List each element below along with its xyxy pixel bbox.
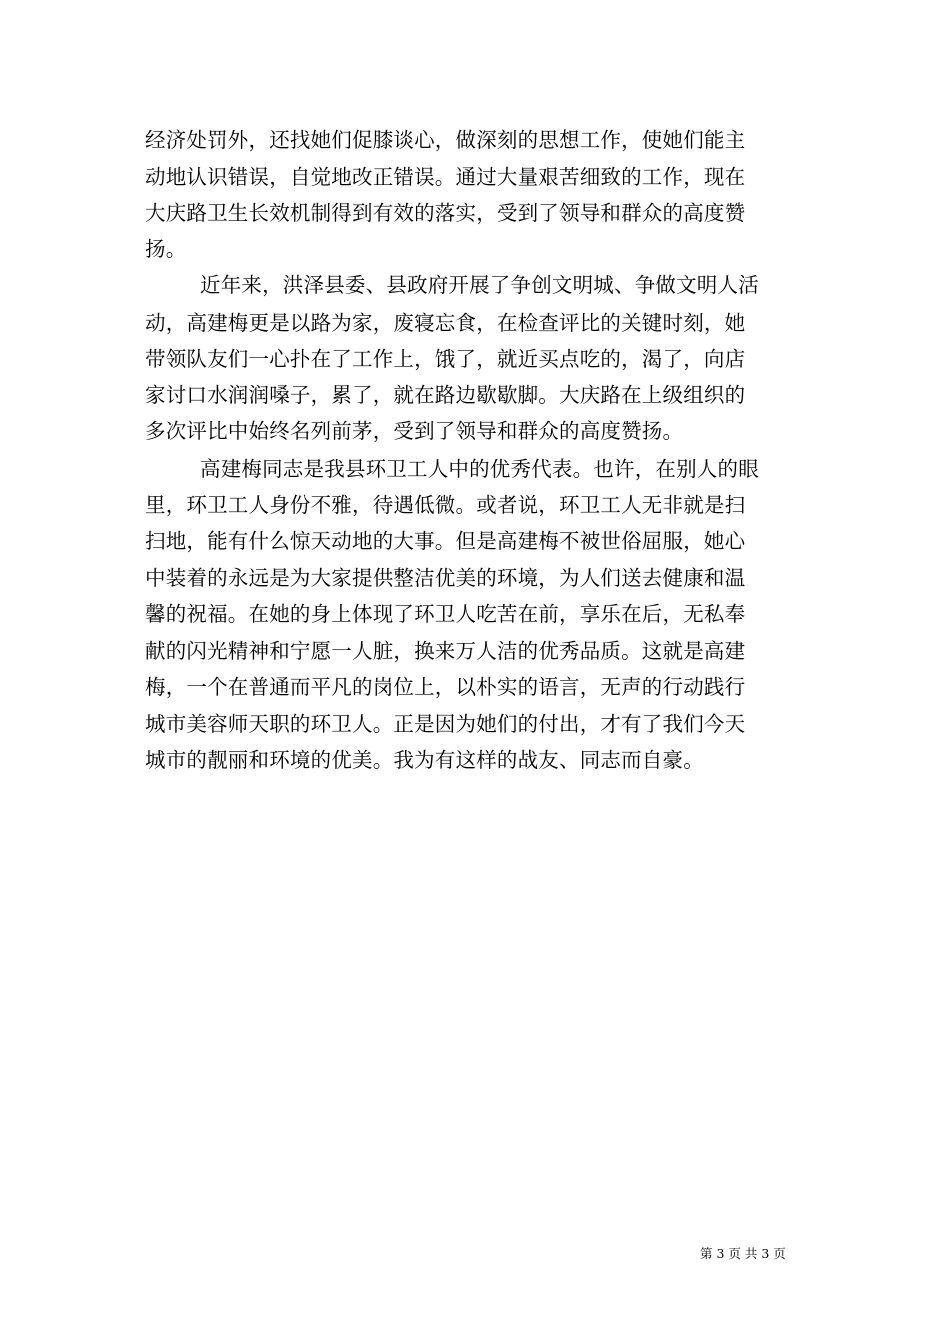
paragraph-first-line: 高建梅同志是我县环卫工人中的优秀代表。也许，在别人的眼 [200,457,759,481]
body-text-line: 扬。 [145,237,187,261]
body-text-line: 中装着的永远是为大家提供整洁优美的环境，为人们送去健康和温 [145,566,746,590]
body-text-line: 大庆路卫生长效机制得到有效的落实，受到了领导和群众的高度赞 [145,201,746,225]
body-text-line: 动地认识错误，自觉地改正错误。通过大量艰苦细致的工作，现在 [145,165,746,189]
body-text-line: 城市美容师天职的环卫人。正是因为她们的付出，才有了我们今天 [145,712,746,736]
body-text-line: 城市的靓丽和环境的优美。我为有这样的战友、同志而自豪。 [145,748,704,772]
body-text-line: 扫地，能有什么惊天动地的大事。但是高建梅不被世俗屈服，她心 [145,529,746,553]
body-text-line: 馨的祝福。在她的身上体现了环卫人吃苦在前，享乐在后，无私奉 [145,602,746,626]
paragraph-first-line: 近年来，洪泽县委、县政府开展了争创文明城、争做文明人活 [200,273,759,297]
body-text-line: 经济处罚外，还找她们促膝谈心，做深刻的思想工作，使她们能主 [145,128,746,152]
body-text-line: 带领队友们一心扑在了工作上，饿了，就近买点吃的，渴了，向店 [145,347,746,371]
body-text-line: 献的闪光精神和宁愿一人脏，换来万人洁的优秀品质。这就是高建 [145,639,746,663]
page-number-footer: 第 3 页 共 3 页 [700,1246,786,1261]
body-text-line: 动，高建梅更是以路为家，废寝忘食，在检查评比的关键时刻，她 [145,311,746,335]
body-text-line: 多次评比中始终名列前茅，受到了领导和群众的高度赞扬。 [145,419,684,443]
body-text-line: 家讨口水润润嗓子，累了，就在路边歇歇脚。大庆路在上级组织的 [145,383,746,407]
body-text-line: 梅，一个在普通而平凡的岗位上，以朴实的语言，无声的行动践行 [145,675,746,699]
body-text-line: 里，环卫工人身份不雅，待遇低微。或者说，环卫工人无非就是扫 [145,493,746,517]
